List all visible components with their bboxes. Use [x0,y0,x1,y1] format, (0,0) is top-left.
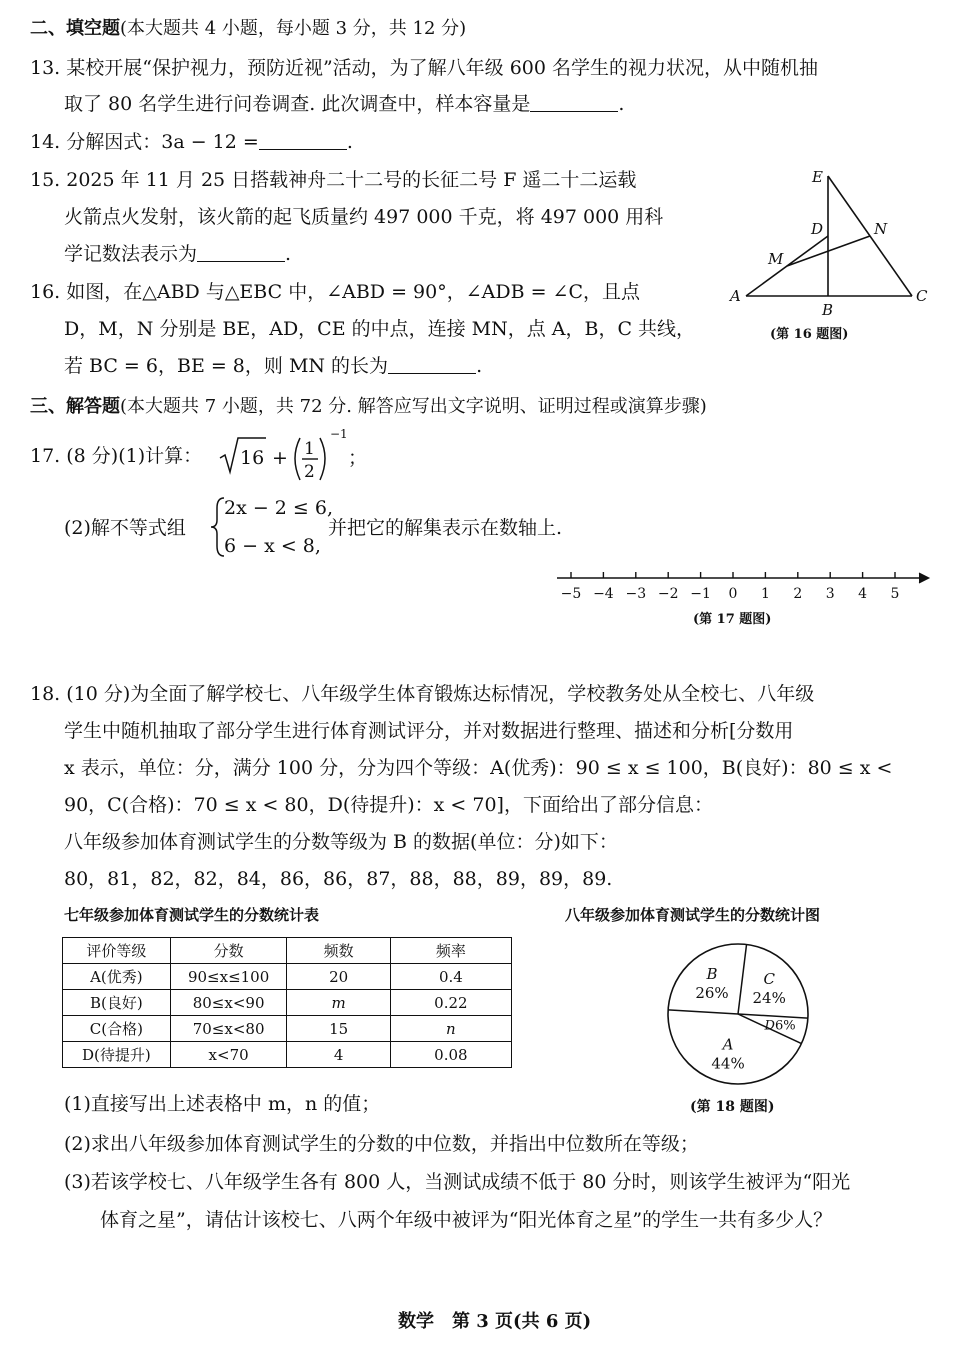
col-header: 频数 [287,938,390,964]
period: . [476,355,483,377]
section-note: (本大题共 7 小题，共 72 分. 解答应写出文字说明、证明过程或演算步骤) [120,396,707,417]
table-row [63,990,512,1016]
q15-line3 [64,242,291,266]
number-line-tick-label: −3 [625,586,647,602]
table-cell: 70≤x<80 [170,1016,287,1042]
table-cell: m [287,990,390,1016]
number-line [545,560,935,632]
q16-line2: D，M，N 分别是 BE，AD，CE 的中点，连接 MN，点 A，B，C 共线， [64,318,696,340]
label-d: D [811,220,824,238]
table-cell: D(待提升) [63,1042,171,1068]
figure-17-caption: (第 17 题图) [693,612,772,627]
table-cell: 20 [287,964,390,990]
period: . [346,131,353,153]
table-row [63,1042,512,1068]
number-line-tick-label: 0 [728,586,738,602]
pie-slice-label-a: A 44% [711,1035,745,1073]
right-paren [320,438,325,480]
number-line-tick-label: 5 [890,586,900,602]
inequality-2: 6 − x < 8, [224,535,321,557]
q17-part2-instruction: 并把它的解集表示在数轴上. [328,517,563,539]
q15-answer-blank[interactable] [197,243,285,262]
table-cell: 0.4 [390,964,511,990]
col-header: 频率 [390,938,511,964]
grade7-stats-table [62,937,512,1068]
table-cell: 15 [287,1016,390,1042]
section-title: 三、解答题 [30,396,120,417]
number-line-tick-label: −2 [657,586,679,602]
table-cell: A(优秀) [63,964,171,990]
table-cell: 90≤x≤100 [170,964,287,990]
table-cell: B(良好) [63,990,171,1016]
label-c: C [916,287,928,305]
number-line-tick-label: −5 [560,586,582,602]
label-m: M [768,250,784,268]
pie-slice-boundary [738,945,747,1014]
q18-line2: 学生中随机抽取了部分学生进行体育测试评分，并对数据进行整理、描述和分析[分数用 [64,720,794,742]
figure-16-caption: (第 16 题图) [770,327,849,342]
table-cell: 4 [287,1042,390,1068]
q13-text: 取了 80 名学生进行问卷调查. 此次调查中，样本容量是 [64,93,531,115]
section-note: (本大题共 4 小题，每小题 3 分，共 12 分) [120,18,467,39]
fraction-numerator: 1 [304,439,315,459]
q18-part1: (1)直接写出上述表格中 m，n 的值； [64,1093,381,1115]
period: . [285,243,292,265]
pie-slice-label-c: C 24% [752,970,786,1008]
inequality-1: 2x − 2 ≤ 6, [224,497,334,519]
number-line-tick-label: 3 [825,586,835,602]
q17-part2-label: (2)解不等式组 [64,517,186,539]
q18-data: 80，81，82，82，84，86，86，87，88，88，89，89，89. [64,868,613,890]
section-2-header [30,14,466,40]
label-e: E [812,168,823,186]
q18-line3: x 表示，单位：分，满分 100 分，分为四个等级：A(优秀)：90 ≤ x ≤ 100，B(良好)：80 ≤ x < [64,757,893,779]
q14-answer-blank[interactable] [259,131,347,150]
q15-line1: 15. 2025 年 11 月 25 日搭载神舟二十二号的长征二号 F 遥二十二运载 [30,169,637,191]
table-cell: 0.22 [390,990,511,1016]
table-cell: C(合格) [63,1016,171,1042]
figure-16-diagram [722,160,932,350]
figure-18-caption: (第 18 题图) [690,1099,775,1115]
pie-slice-label-d: D6% [764,1018,796,1034]
q16-line1: 16. 如图，在△ABD 与△EBC 中，∠ABD = 90°，∠ADB = ∠C，且点 [30,281,641,303]
number-line-tick-label: −1 [690,586,711,602]
number-line-arrow [919,573,929,583]
semicolon: ； [348,447,368,469]
pie-slice-boundary [738,1014,808,1018]
fraction-denominator: 2 [304,462,315,482]
table-cell: 0.08 [390,1042,511,1068]
pie-slice-boundary [668,1010,738,1014]
q17-part1 [30,444,202,468]
radicand: 16 [240,447,265,469]
q16-line3 [64,354,482,378]
number-line-tick-label: 4 [858,586,868,602]
col-header: 评价等级 [63,938,171,964]
q15-line2: 火箭点火发射，该火箭的起飞质量约 497 000 千克，将 497 000 用科 [64,206,664,228]
q16-answer-blank[interactable] [388,355,476,374]
pie-slice-label-b: B 26% [695,964,729,1002]
grade8-pie-chart [655,940,825,1090]
q16-text: 若 BC = 6，BE = 8，则 MN 的长为 [64,355,389,377]
q13-line2 [64,92,624,116]
q18-part3-line2: 体育之星”，请估计该校七、八两个年级中被评为“阳光体育之星”的学生一共有多少人？ [100,1209,833,1231]
number-line-tick-label: −4 [593,586,614,602]
q18-line1: 18. (10 分)为全面了解学校七、八年级学生体育锻炼达标情况，学校教务处从全校七、八年级 [30,683,815,705]
q17-label: 17. (8 分)(1)计算： [30,445,203,467]
q18-part2: (2)求出八年级参加体育测试学生的分数的中位数，并指出中位数所在等级； [64,1133,699,1155]
plus-sign: + [272,447,288,469]
table-title: 七年级参加体育测试学生的分数统计表 [64,906,320,924]
q14-text: 14. 分解因式：3a − 12 = [30,131,259,153]
number-line-tick-label: 1 [760,586,770,602]
table-cell: x<70 [170,1042,287,1068]
table-cell: 80≤x<90 [170,990,287,1016]
table-cell: n [390,1016,511,1042]
q13-answer-blank[interactable] [530,93,618,112]
q15-text: 学记数法表示为 [64,243,198,265]
table-row [63,964,512,990]
col-header: 分数 [170,938,287,964]
table-header-row [63,938,512,964]
period: . [618,93,625,115]
pie-chart-title: 八年级参加体育测试学生的分数统计图 [565,906,821,924]
q18-part3-line1: (3)若该学校七、八年级学生各有 800 人，当测试成绩不低于 80 分时，则该学生被评为“阳光 [64,1171,851,1193]
table-row [63,1016,512,1042]
section-title: 二、填空题 [30,18,120,39]
section-3-header [30,392,707,418]
label-n: N [874,220,888,238]
number-line-tick-label: 2 [793,586,803,602]
left-paren [295,438,300,480]
q14 [30,130,353,154]
label-a: A [730,287,741,305]
label-b: B [822,301,834,319]
page-footer: 数学 第 3 页(共 6 页) [398,1311,592,1332]
q17-expression [218,424,368,484]
q13-line1: 13. 某校开展“保护视力，预防近视”活动，为了解八年级 600 名学生的视力状况，从中随机抽 [30,57,819,79]
exponent: −1 [330,427,348,441]
q18-line4: 90，C(合格)：70 ≤ x < 80，D(待提升)：x < 70]，下面给出了部分信息： [64,794,713,816]
q18-line5: 八年级参加体育测试学生的分数等级为 B 的数据(单位：分)如下： [64,831,618,853]
